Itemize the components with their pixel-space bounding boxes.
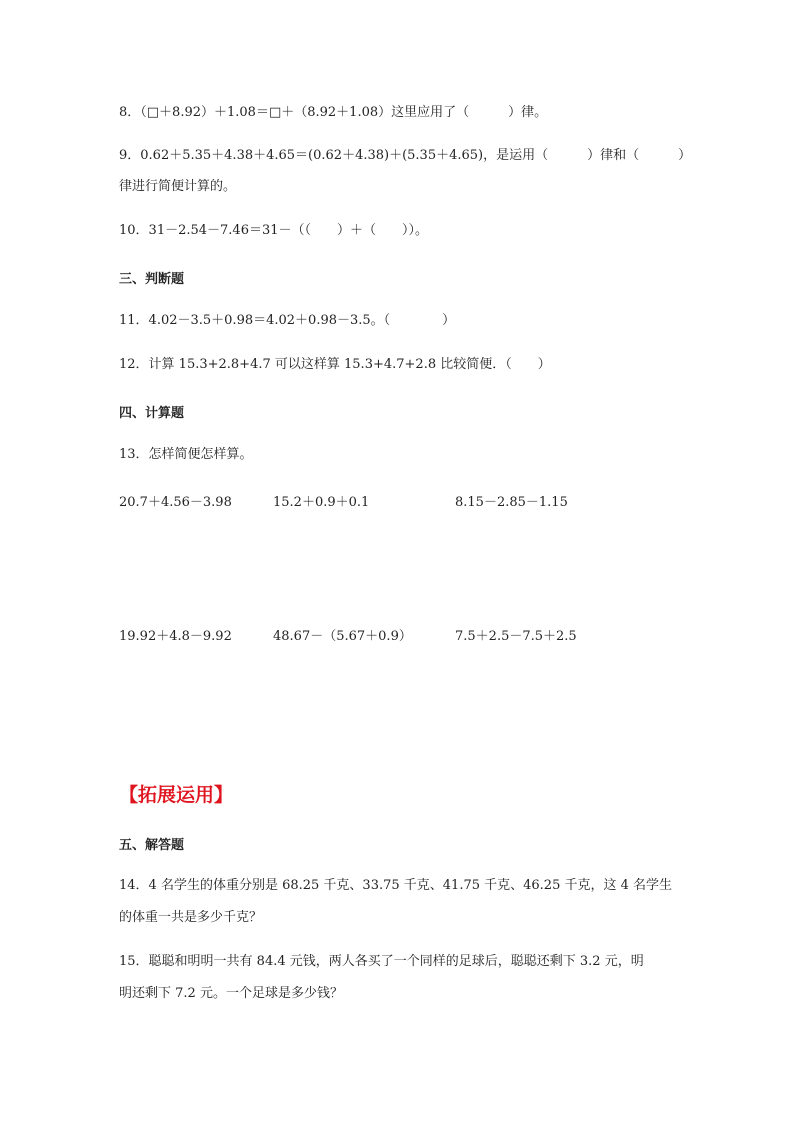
question-8: 8．（□＋8.92）＋1.08＝□＋（8.92＋1.08）这里应用了（ ）律。 (119, 105, 548, 120)
question-10: 10．31－2.54－7.46＝31－（（ ）＋（ ））。 (119, 223, 429, 238)
question-13: 13．怎样简便怎样算。 (119, 447, 253, 462)
question-15-line-1: 15．聪聪和明明一共有 84.4 元钱，两人各买了一个同样的足球后，聪聪还剩下 3.2 元，明 (119, 954, 644, 969)
question-15-line-2: 明还剩下 7.2 元。一个足球是多少钱？ (119, 986, 343, 1001)
calc-expression-4: 19.92＋4.8－9.92 (119, 629, 232, 644)
question-11: 11．4.02－3.5＋0.98＝4.02＋0.98－3.5。（ ） (119, 313, 456, 328)
calc-expression-5: 48.67－（5.67＋0.9） (273, 629, 412, 644)
calc-expression-6: 7.5＋2.5－7.5＋2.5 (455, 629, 577, 644)
calc-expression-1: 20.7＋4.56－3.98 (119, 495, 232, 510)
extension-section-title: 【拓展运用】 (119, 784, 234, 806)
calc-expression-2: 15.2＋0.9＋0.1 (273, 495, 370, 510)
section-heading-calculation: 四、计算题 (119, 406, 185, 421)
section-heading-judgment: 三、判断题 (119, 272, 185, 287)
question-14-line-1: 14．4 名学生的体重分别是 68.25 千克、33.75 千克、41.75 千克、46.25 千克，这 4 名学生 (119, 878, 673, 893)
question-14-line-2: 的体重一共是多少千克？ (119, 910, 263, 925)
question-9-line-2: 律进行简便计算的。 (119, 179, 237, 194)
question-12: 12．计算 15.3+2.8+4.7 可以这样算 15.3+4.7+2.8 比较简便．（ ） (119, 357, 551, 372)
question-9-line-1: 9．0.62＋5.35＋4.38＋4.65＝(0.62＋4.38)＋(5.35＋4.65)，是运用（ ）律和（ ） (119, 148, 692, 163)
section-heading-answer: 五、解答题 (119, 838, 185, 853)
calc-expression-3: 8.15－2.85－1.15 (455, 495, 568, 510)
